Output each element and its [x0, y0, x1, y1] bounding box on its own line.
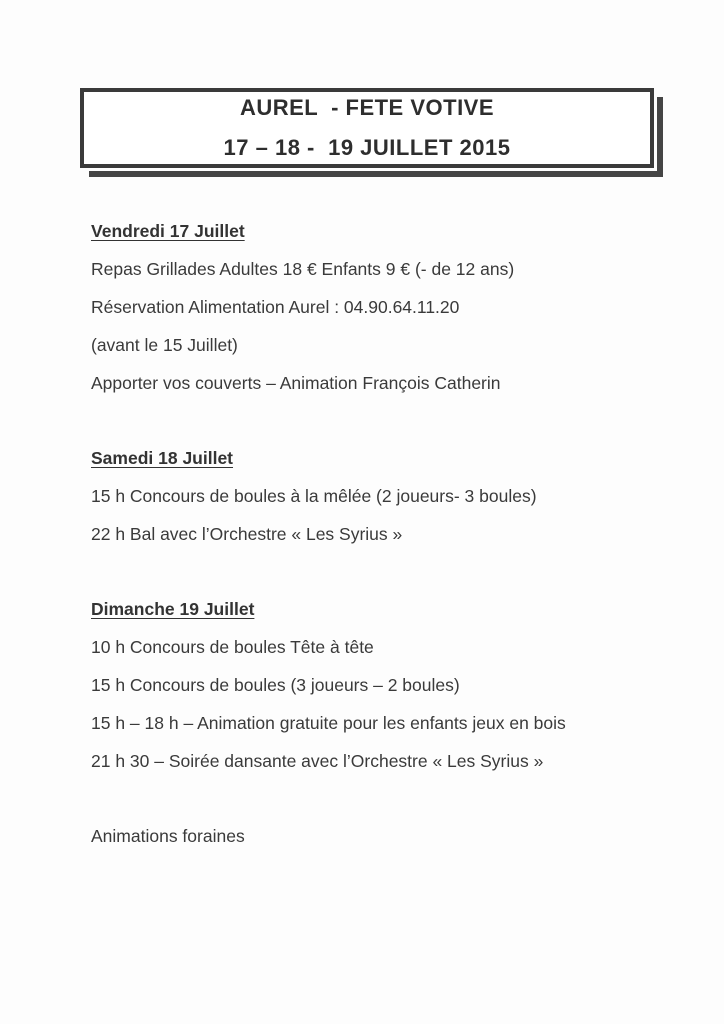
document-title: AUREL - FETE VOTIVE	[239, 94, 495, 120]
section-vendredi-17-juillet	[91, 212, 684, 402]
schedule-line: 15 h Concours de boules à la mêlée (2 joueurs- 3 boules)	[91, 486, 537, 506]
schedule-line: 15 h – 18 h – Animation gratuite pour les enfants jeux en bois	[91, 713, 566, 733]
document-dates: 17 – 18 - 19 JUILLET 2015	[223, 135, 511, 160]
schedule-line: 10 h Concours de boules Tête à tête	[91, 637, 374, 657]
section-samedi-18-juillet	[91, 439, 684, 553]
schedule-line: 22 h Bal avec l’Orchestre « Les Syrius »	[91, 524, 403, 544]
schedule-line: Repas Grillades Adultes 18 € Enfants 9 € (- de 12 ans)	[91, 259, 515, 279]
section-heading: Dimanche 19 Juillet	[91, 599, 255, 619]
section-heading: Vendredi 17 Juillet	[91, 221, 245, 241]
section-dimanche-19-juillet	[91, 590, 684, 780]
schedule-content	[91, 212, 684, 855]
schedule-line: Apporter vos couverts – Animation François Catherin	[91, 373, 501, 393]
schedule-line: 15 h Concours de boules (3 joueurs – 2 boules)	[91, 675, 460, 695]
section-heading: Samedi 18 Juillet	[91, 448, 234, 468]
title-box	[80, 88, 654, 168]
schedule-line: (avant le 15 Juillet)	[91, 335, 238, 355]
footer-note: Animations foraines	[91, 826, 245, 846]
schedule-line: Réservation Alimentation Aurel : 04.90.64.11.20	[91, 297, 460, 317]
schedule-line: 21 h 30 – Soirée dansante avec l’Orchestre « Les Syrius »	[91, 751, 544, 771]
